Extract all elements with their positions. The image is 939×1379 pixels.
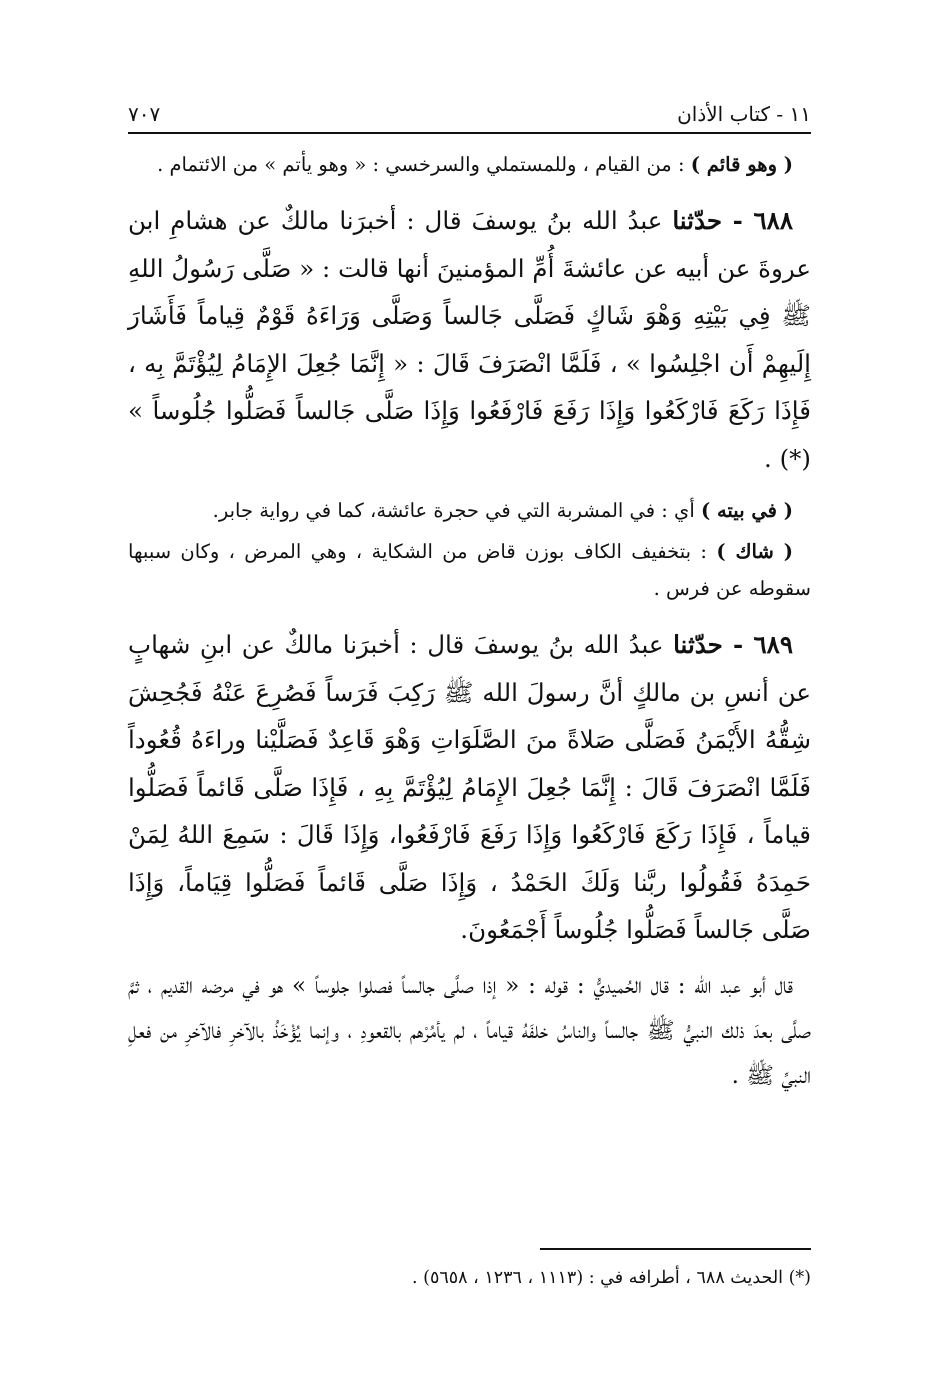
page-number: ٧٠٧ bbox=[128, 102, 161, 126]
note-text: أي : في المشربة التي في حجرة عائشة، كما في رواية جابر. bbox=[212, 499, 701, 522]
hadith-text: عبدُ الله بنُ يوسفَ قال : أخبرَنا مالكٌ عن هشامِ ابن عروةَ عن أبيه عن عائشةَ أُمِّ المؤمنينَ أنها قالت : « صَلَّى رَسُولُ اللهِ ﷺ فِي بَيْتِهِ وَهْوَ شَاكٍ فَصَلَّى جَالساً وَصَلَّى وَرَاءَهُ قَوْمٌ قِياماً فَأَشَارَ إِلَيهِمْ أَن اجْلِسُوا » ، فَلَمَّا انْصَرَفَ قَالَ : « إِنَّمَا جُعِلَ الإِمَامُ لِيُؤْتَمَّ بِه ، فَإِذَا رَكَعَ فَارْكَعُوا وَإِذَا رَفَعَ فَارْفَعُوا وَإِذَا صَلَّى جَالساً فَصَلُّوا جُلُوساً » (*) . bbox=[128, 206, 811, 473]
header-divider bbox=[128, 132, 811, 134]
page-header bbox=[128, 86, 811, 126]
explanatory-note bbox=[128, 492, 811, 529]
hadith-688 bbox=[128, 197, 811, 482]
chapter-title: ١١ - كتاب الأذان bbox=[677, 102, 811, 126]
narration-verb: حدّثنا bbox=[673, 630, 723, 659]
commentary-text: قال أبو عبد الله : قال الحُميديُّ : قوله : « إذا صلَّى جالساً فصلوا جلوساً » هو في مرضه القديم ، ثمَّ صلَّى بعدَ ذلك النبيُّ ﷺ جالساً والناسُ خلفَهُ قياماً ، لم يأمُرْهم بالقعودِ ، وإنما يُؤْخَذُ بالآخرِ فالآخرِ من فعلِ النبيِّ ﷺ . bbox=[128, 972, 811, 1089]
footnote-divider bbox=[540, 1248, 811, 1250]
hadith-number: ٦٨٩ - bbox=[722, 630, 793, 659]
note-text: : بتخفيف الكاف بوزن قاض من الشكاية ، وهي المرض ، وكان سببها سقوطه عن فرس . bbox=[128, 540, 811, 600]
note-text: : من القيام ، وللمستملي والسرخسي : « وهو يأتم » من الائتمام . bbox=[157, 153, 691, 176]
hadith-689 bbox=[128, 621, 811, 954]
note-term: ( شاك ) bbox=[716, 540, 793, 563]
hadith-number: ٦٨٨ - bbox=[722, 206, 793, 235]
commentary-paragraph bbox=[128, 964, 811, 1099]
explanatory-note bbox=[128, 146, 811, 183]
page-body bbox=[128, 140, 811, 1099]
footnote: (*) الحديث ٦٨٨ ، أطرافه في : (١١١٣ ، ١٢٣٦ ، ٥٦٥٨) . bbox=[411, 1268, 811, 1288]
explanatory-note bbox=[128, 533, 811, 607]
hadith-text: عبدُ الله بنُ يوسفَ قال : أخبرَنا مالكٌ عن ابنِ شهابٍ عن أنسِ بن مالكٍ أنَّ رسولَ الله ﷺ رَكِبَ فَرَساً فَصُرِعَ عَنْهُ فَجُحِشَ شِقُّهُ الأَيْمَنُ فَصَلَّى صَلاةً منَ الصَّلَوَاتِ وَهْوَ قَاعِدٌ فَصَلَّيْنا وراءَهُ قُعُوداً فَلَمَّا انْصَرَفَ قَالَ : إِنَّمَا جُعِلَ الإِمَامُ لِيُؤْتَمَّ بِهِ ، فَإِذَا صَلَّى قَائماً فَصَلُّوا قياماً ، فَإِذَا رَكَعَ فَارْكَعُوا وَإِذَا رَفَعَ فَارْفَعُوا، وَإِذَا قَالَ : سَمِعَ اللهُ لِمَنْ حَمِدَهُ فَقُولُوا ربَّنا وَلَكَ الحَمْدُ ، وَإِذَا صَلَّى قَائماً فَصَلُّوا قِيَاماً، وَإِذَا صَلَّى جَالساً فَصَلُّوا جُلُوساً أَجْمَعُونَ. bbox=[128, 630, 811, 944]
note-term: ( في بيته ) bbox=[700, 499, 793, 522]
narration-verb: حدّثنا bbox=[672, 206, 723, 235]
note-term: ( وهو قائم ) bbox=[690, 153, 793, 176]
